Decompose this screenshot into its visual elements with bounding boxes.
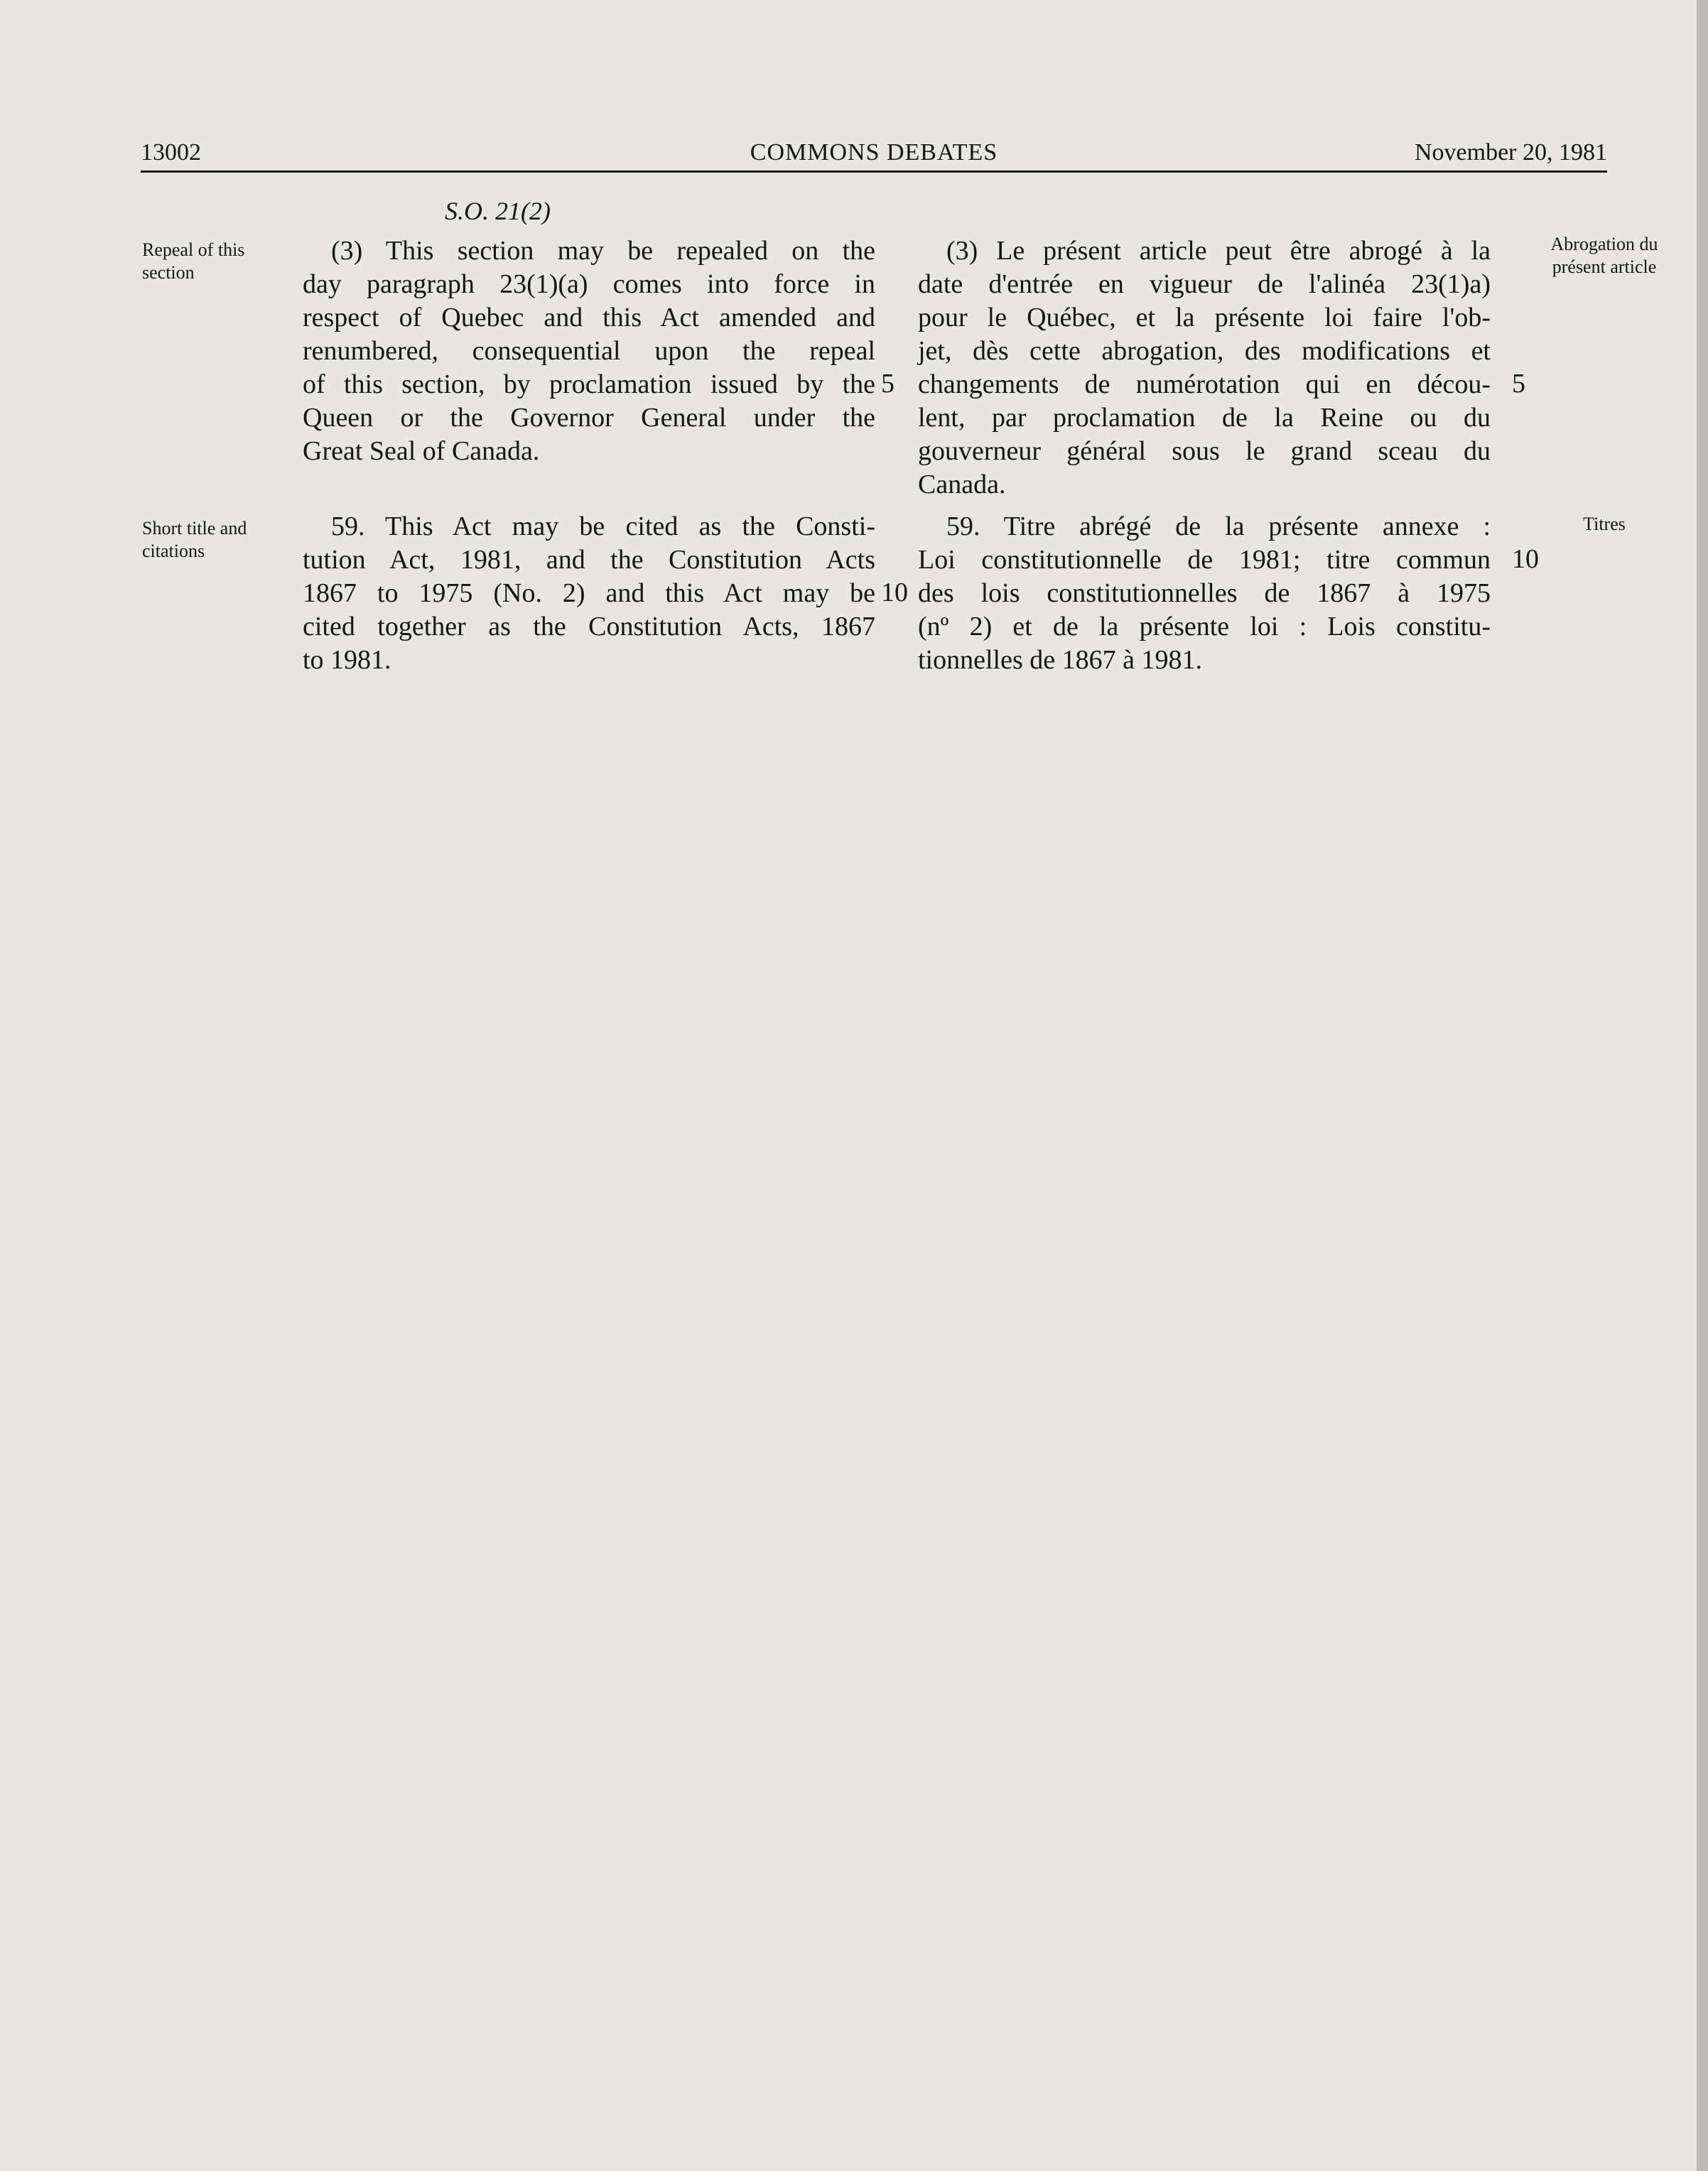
text-line: changements de numérotation qui en décou- <box>918 369 1491 399</box>
text-line: to 1981. <box>303 645 391 675</box>
text-line: 1867 to 1975 (No. 2) and this Act may be <box>303 578 875 608</box>
text-line: lent, par proclamation de la Reine ou du <box>918 403 1491 433</box>
text-line: des lois constitutionnelles de 1867 à 1975 <box>918 578 1491 608</box>
margin-note-short-title-en <box>142 517 284 563</box>
text-line: (3) This section may be repealed on the <box>331 236 875 266</box>
paragraph-repeal-en <box>303 234 875 468</box>
text-line: Canada. <box>918 470 1006 499</box>
header-rule <box>141 170 1607 173</box>
text-line: pour le Québec, et la présente loi faire l'ob- <box>918 303 1491 332</box>
text-line: (3) Le présent article peut être abrogé à la <box>946 236 1491 266</box>
standing-order-reference: S.O. 21(2) <box>445 197 551 225</box>
page-number: 13002 <box>141 139 201 166</box>
text-line: cited together as the Constitution Acts, 1867 <box>303 612 875 641</box>
text-line: jet, dès cette abrogation, des modifications et <box>918 336 1491 366</box>
text-line: Loi constitutionnelle de 1981; titre commun <box>918 545 1491 575</box>
margin-note-line: Repeal of this <box>142 239 245 260</box>
text-line: tionnelles de 1867 à 1981. <box>918 645 1202 675</box>
margin-note-line: Abrogation du <box>1550 234 1658 254</box>
text-line: renumbered, consequential upon the repeal <box>303 336 875 366</box>
paragraph-short-title-en <box>303 510 875 677</box>
page-header <box>141 134 1607 173</box>
margin-note-line: présent article <box>1552 256 1657 277</box>
margin-note-line: Titres <box>1583 514 1626 534</box>
margin-note-short-title-fr <box>1533 513 1675 536</box>
margin-note-line: Short title and <box>142 518 247 538</box>
margin-note-repeal-fr <box>1533 233 1675 278</box>
page-edge-shadow <box>1697 0 1708 2171</box>
line-number-marker: 5 <box>881 369 894 399</box>
text-line: respect of Quebec and this Act amended and <box>303 303 875 332</box>
paragraph-repeal-fr <box>918 234 1491 502</box>
text-line: day paragraph 23(1)(a) comes into force in <box>303 269 875 299</box>
text-line: Queen or the Governor General under the <box>303 403 875 433</box>
line-number-marker: 10 <box>881 578 908 607</box>
text-line: date d'entrée en vigueur de l'alinéa 23(1)a) <box>918 269 1491 299</box>
publication-date: November 20, 1981 <box>1414 139 1607 166</box>
line-number-marker: 10 <box>1512 544 1539 574</box>
margin-note-repeal-en <box>142 239 284 284</box>
text-line: 59. Titre abrégé de la présente annexe : <box>946 511 1491 541</box>
text-line: of this section, by proclamation issued by the <box>303 369 875 399</box>
paragraph-short-title-fr <box>918 510 1491 677</box>
text-line: 59. This Act may be cited as the Consti- <box>331 511 875 541</box>
margin-note-line: citations <box>142 541 205 561</box>
text-line: gouverneur général sous le grand sceau du <box>918 436 1491 466</box>
publication-title: COMMONS DEBATES <box>750 139 998 166</box>
text-line: (nº 2) et de la présente loi : Lois constitu- <box>918 612 1491 641</box>
margin-note-line: section <box>142 262 195 283</box>
text-line: Great Seal of Canada. <box>303 436 540 466</box>
line-number-marker: 5 <box>1512 369 1525 399</box>
text-line: tution Act, 1981, and the Constitution Acts <box>303 545 875 575</box>
